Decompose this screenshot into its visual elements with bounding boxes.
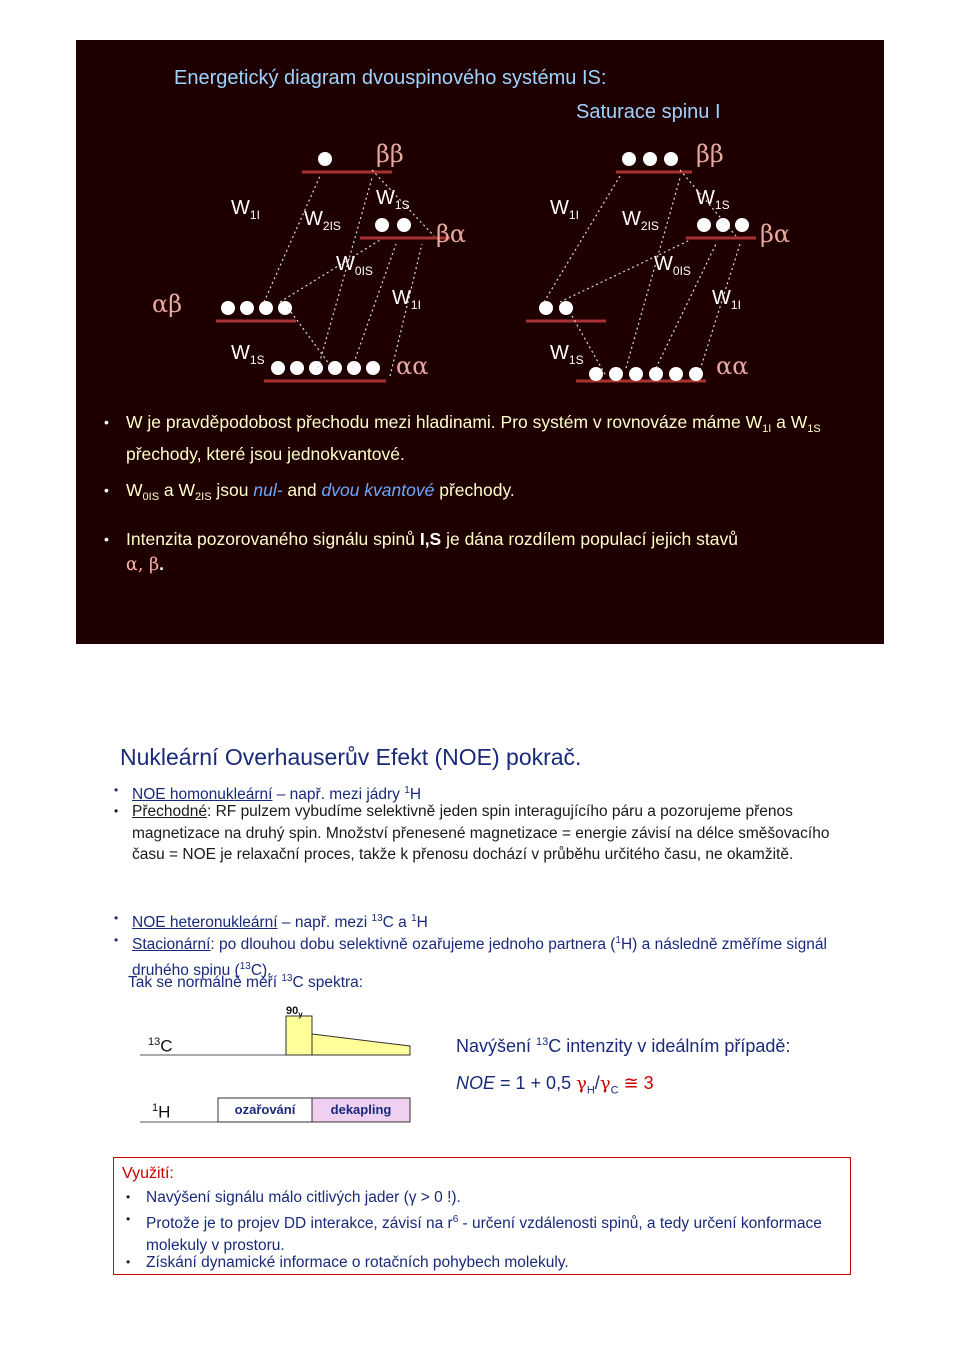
bullet-homonuclear: • NOE homonukleární – např. mezi jádry $^1$H: [132, 780, 862, 806]
label-dekapling: dekapling: [330, 1102, 392, 1117]
bullet-dot: •: [114, 783, 119, 797]
slide1-title: Energetický diagram dvouspinového systému IS:: [174, 67, 607, 89]
saturation-title: Saturace spinu I: [576, 101, 721, 123]
state-ba-right: βα: [760, 220, 791, 248]
label-1h: $^1$H: [152, 1102, 171, 1122]
label-w1i-right: $W_{1I}$: [550, 197, 579, 222]
label-w1s-top-right: $W_{1S}$: [696, 187, 730, 212]
label-90y: $90_y$: [286, 1005, 303, 1020]
label-13c: $^{13}$C: [148, 1036, 173, 1056]
bullet-dot: •: [104, 531, 109, 547]
bullet-transitions: • $W_{0IS}$ a $W_{2IS}$ jsou nul- and dvou kvantové přechody.: [104, 480, 515, 503]
usage-title: Využití:: [122, 1165, 174, 1182]
slide-noe: [0, 684, 960, 1367]
state-aa-left: αα: [396, 352, 429, 380]
label-w0is-left: $W_{0IS}$: [336, 253, 373, 278]
label-w1i-bottom-left: $W_{1I}$: [392, 287, 421, 312]
bullet-transient: • Přechodné: RF pulzem vybudíme selektivně jeden spin interagujícího páru a pozorujeme přenos magnetizace na druhý spin. Množství přenesené magnetizace = energie závisí na délce směšovacího času = NOE je relaxační proces, takže k přenosu dochází v průběhu určitého času, ne okamžitě.: [114, 803, 830, 863]
bullet-dot: •: [114, 933, 119, 947]
state-ab-left: αβ: [152, 290, 183, 318]
noe-formula: NOE = 1 + 0,5 $\gamma_H/\gamma_C$ ≅ 3: [456, 1073, 654, 1097]
spectra-intro: Tak se normálně měří $^{13}$C spektra:: [128, 973, 364, 992]
bullet-dot: •: [114, 804, 119, 818]
bullet-dot: •: [126, 1190, 131, 1204]
state-bb-right: ββ: [696, 140, 724, 168]
bullet-dot: •: [104, 414, 109, 430]
label-w1s-right: $W_{1S}$: [550, 342, 584, 367]
increase-text: Navýšení $^{13}$C intenzity v ideálním případě:: [456, 1036, 791, 1056]
bullet-intensity: • Intenzita pozorovaného signálu spinů I,S je dána rozdílem populací jejich stavů α, β.: [104, 529, 738, 575]
label-w1s-top-left: $W_{1S}$: [376, 187, 410, 212]
label-w1i-left: $W_{1I}$: [231, 197, 260, 222]
state-ba-left: βα: [436, 220, 467, 248]
bullet-stationary: • Stacionární: po dlouhou dobu selektivně ozařujeme jednoho partnera ($^1$H) a následně změříme signál druhého spinu ($^{13}$C).: [132, 930, 862, 981]
usage-item-2: • Protože je to projev DD interakce, závisí na $r^6$ - určení vzdálenosti spinů, a tedy určení konformace molekuly v prostoru.: [146, 1209, 846, 1256]
slide2-title: Nukleární Overhauserův Efekt (NOE) pokrač.: [120, 744, 582, 770]
slide-energy-diagram: [76, 40, 884, 644]
bullet-probability: • W je pravděpodobost přechodu mezi hladinami. Pro systém v rovnováze máme $W_{1I}$ a $W_{1S}$ přechody, které jsou jednokvantové.: [104, 412, 821, 464]
label-w2is-left: $W_{2IS}$: [304, 208, 341, 233]
state-aa-right: αα: [716, 352, 749, 380]
bullet-dot: •: [104, 482, 109, 498]
label-w2is-right: $W_{2IS}$: [622, 208, 659, 233]
state-bb-left: ββ: [376, 140, 404, 168]
bullet-dot: •: [114, 911, 119, 925]
bullet-heteronuclear: • NOE heteronukleární – např. mezi $^{13}$C a $^1$H: [132, 908, 862, 934]
label-w1i-bottom-right: $W_{1I}$: [712, 287, 741, 312]
usage-item-1: • Navýšení signálu málo citlivých jader (γ > 0 !).: [146, 1187, 846, 1209]
acquisition-fid: [312, 1034, 410, 1055]
label-ozarovani: ozařování: [234, 1102, 296, 1117]
bullet-dot: •: [126, 1255, 131, 1269]
usage-item-3: • Získání dynamické informace o rotačních pohybech molekuly.: [146, 1252, 846, 1274]
label-w1s-left: $W_{1S}$: [231, 342, 265, 367]
pulse-90y: [286, 1016, 312, 1055]
label-w0is-right: $W_{0IS}$: [654, 253, 691, 278]
bullet-dot: •: [126, 1212, 131, 1226]
